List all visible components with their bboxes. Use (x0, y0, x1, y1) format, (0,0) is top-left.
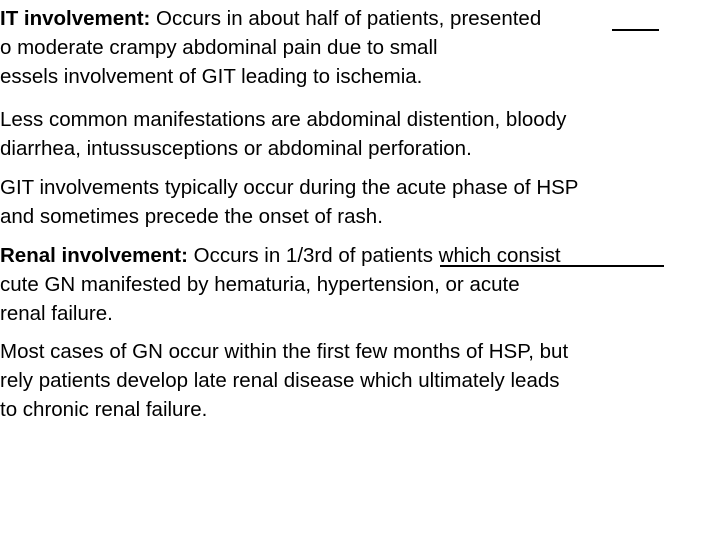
para1-heading: IT involvement: (0, 7, 151, 30)
para4-line1-text: Occurs in 1/3rd of patients which consist (187, 244, 561, 267)
para1-line1-text: Occurs in about half of patients, presented (150, 7, 542, 30)
para5-line3: to chronic renal failure. (0, 398, 208, 421)
para5-line1: Most cases of GN occur within the first few months of HSP, but (0, 340, 569, 363)
para2-line2: diarrhea, intussusceptions or abdominal perforation. (0, 137, 472, 160)
para3-line1: GIT involvements typically occur during the acute phase of HSP (0, 176, 579, 199)
underline-mark (440, 265, 664, 267)
para1-line2: o moderate crampy abdominal pain due to small (0, 36, 438, 59)
para1-line3: essels involvement of GIT leading to ischemia. (0, 65, 423, 88)
para3-line2: and sometimes precede the onset of rash. (0, 205, 383, 228)
underline-mark (612, 29, 659, 31)
para4-line2: cute GN manifested by hematuria, hypertension, or acute (0, 273, 520, 296)
para4-line3: renal failure. (0, 302, 113, 325)
para2-line1: Less common manifestations are abdominal distention, bloody (0, 108, 567, 131)
para4-heading: Renal involvement: (0, 244, 188, 267)
para1-line1 (0, 7, 541, 31)
para5-line2: rely patients develop late renal disease which ultimately leads (0, 369, 560, 392)
